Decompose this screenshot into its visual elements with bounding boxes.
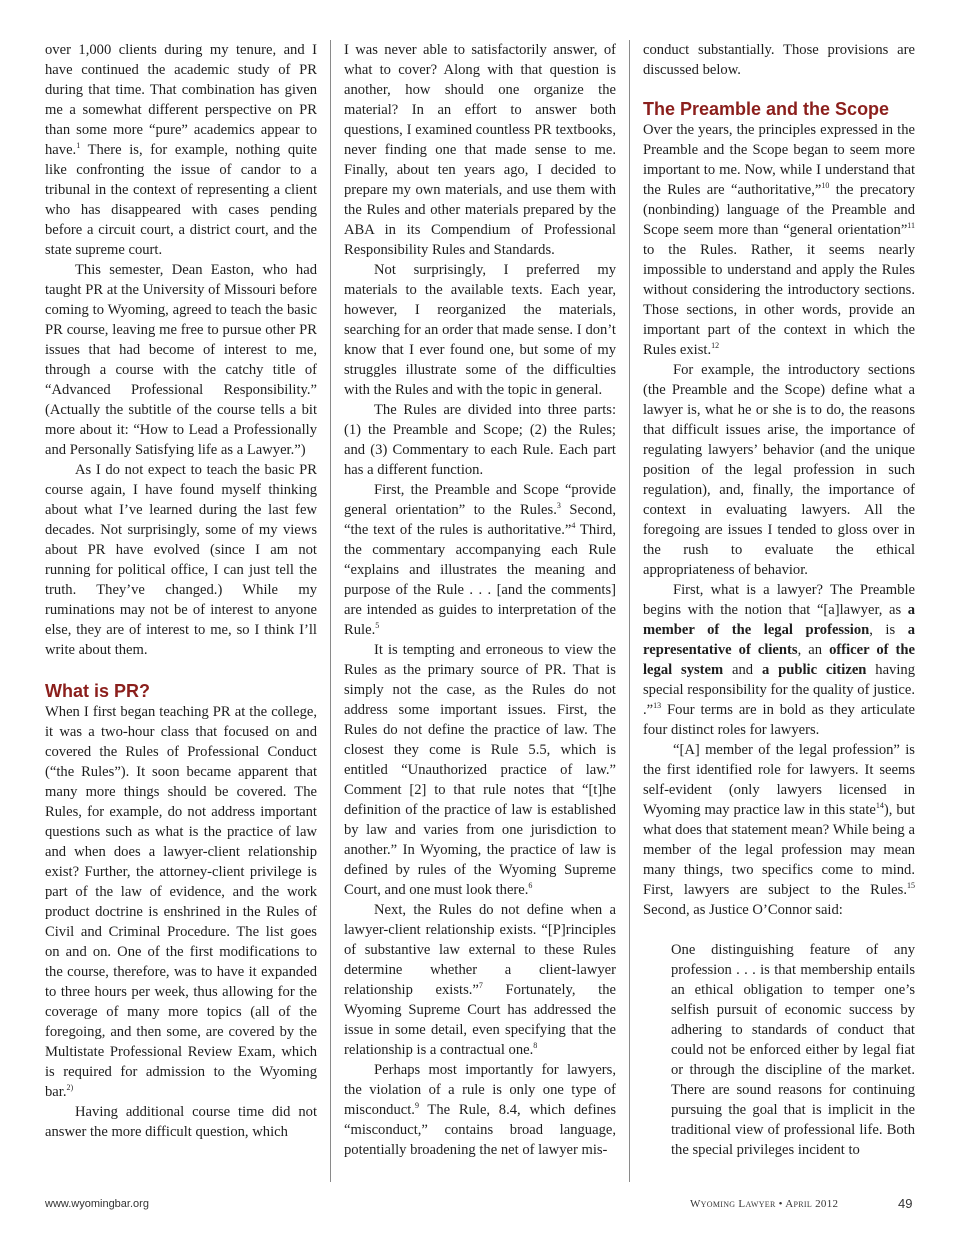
footnote-ref: 4 bbox=[571, 521, 576, 531]
column-3 bbox=[643, 40, 915, 1160]
paragraph: Next, the Rules do not define when a lawyer-client relationship exists. “[P]rinciples of substantive law external to these Rules determine whether a client-lawyer relationship exists.”$^7$ Fortunately, the Wyoming Supreme Court has addressed the issue in some detail, even specifying that the relationship is a contractual one.$^8$ bbox=[344, 902, 616, 1058]
column-divider-2 bbox=[629, 40, 630, 1182]
paragraph: Perhaps most importantly for lawyers, the violation of a rule is only one type of misconduct.$^9$ The Rule, 8.4, which defines “misconduct,” contains broad language, potentially broadening the net of lawyer mis- bbox=[344, 1062, 616, 1158]
paragraph: over 1,000 clients during my tenure, and I have continued the academic study of PR during that time. That combination has given me a somewhat different perspective on PR than some more “pure” academics appear to have.$^1$ There is, for example, nothing quite like confronting the issue of candor to a tribunal in the context of representing a client who has disappeared with cases pending before a circuit court, a district court, and the state supreme court. bbox=[45, 42, 317, 258]
footnote-ref: 12 bbox=[711, 341, 720, 351]
footnote-ref: 1 bbox=[76, 141, 81, 151]
column-divider-1 bbox=[330, 40, 331, 1182]
footer-website: www.wyomingbar.org bbox=[45, 1198, 149, 1210]
paragraph: As I do not expect to teach the basic PR course again, I have found myself thinking about what I’ve learned during the last few decades. Not surprisingly, some of my views about PR have evolved (since I am not running for political office, I can just tell the truth. They’ve changed.) While my ruminations may not be of interest to anyone else, they are of interest to me, so I think I’ll write about them. bbox=[45, 462, 317, 658]
paragraph: First, the Preamble and Scope “provide general orientation” to the Rules.$^3$ Second, “the text of the rules is authoritative.”$^4$ Third, the commentary accompanying each Rule “explains and illustrates the meaning and purpose of the Rule . . . [and the comments] are intended as guides to interpretation of the Rule.$^5$ bbox=[344, 482, 616, 638]
section-heading: What is PR? bbox=[45, 681, 151, 701]
footer-publication: Wyoming Lawyer • April 2012 bbox=[690, 1198, 839, 1210]
footnote-ref: 7 bbox=[478, 981, 483, 991]
footnote-ref: 5 bbox=[375, 621, 380, 631]
footnote-ref: 2) bbox=[66, 1083, 74, 1093]
footnote-ref: 10 bbox=[821, 181, 830, 191]
footnote-ref: 15 bbox=[907, 881, 915, 891]
paragraph: I was never able to satisfactorily answer, of what to cover? Along with that question is another, how should one organize the material? In an effort to answer both questions, I examined countless PR textbooks, never finding one that made sense to me. Finally, about ten years ago, I decided to prepare my own materials, and use them with the Rules and other materials prepared by the ABA in its Compendium of Professional Responsibility Rules and Standards. bbox=[344, 42, 616, 258]
paragraph: Over the years, the principles expressed in the Preamble and the Scope began to seem more important to me. Now, while I understand that the Rules are “authoritative,”$^{10}$ the precatory (nonbinding) language of the Preamble and Scope seem more than “general orientation”$^{11}$ to the Rules. Rather, it seems nearly impossible to understand and apply the Rules without considering the introductory sections. Those sections, in other words, provide an important part of the context in which the Rules exist.$^{12}$ bbox=[643, 122, 915, 358]
section-heading: The Preamble and the Scope bbox=[643, 99, 890, 119]
paragraph: Having additional course time did not answer the more difficult question, which bbox=[45, 1104, 317, 1140]
block-quote: One distinguishing feature of any profession . . . is that membership entails an ethical obligation to temper one’s selfish pursuit of economic success by adhering to standards of conduct that could not be enforced either by legal fiat or through the discipline of the market. There are sound reasons for continuing pursuing the goal that is implicit in the traditional view of professional life. Both the special privileges incident to bbox=[671, 942, 915, 1158]
paragraph: It is tempting and erroneous to view the Rules as the primary source of PR. That is simply not the case, as the Rules do not address some important issues. First, the Rules do not define the practice of law. The closest they come is Rule 5.5, which is entitled “Unauthorized practice of law.” Comment [2] to that rule notes that “[t]he definition of the practice of law is established by law and varies from one jurisdiction to another.” In Wyoming, the practice of law is defined by rules of the Wyoming Supreme Court, and one must look there.$^6$ bbox=[344, 642, 616, 898]
footnote-ref: 3 bbox=[556, 501, 561, 511]
paragraph: This semester, Dean Easton, who had taught PR at the University of Missouri before coming to Wyoming, agreed to teach the basic PR course, leaving me free to pursue other PR issues that had become of interest to me, through a course with the catchy title of “Advanced Professional Responsibility.” (Actually the subtitle of the course tells a bit more about it: “How to Lead a Professionally and Personally Satisfying life as a Lawyer.”) bbox=[45, 262, 317, 458]
footnote-ref: 14 bbox=[875, 801, 884, 811]
footnote-ref: 9 bbox=[414, 1101, 419, 1111]
footnote-ref: 13 bbox=[653, 701, 662, 711]
footnote-ref: 11 bbox=[907, 221, 915, 231]
paragraph: For example, the introductory sections (the Preamble and the Scope) define what a lawyer is, what he or she is to do, the reasons that difficult issues arise, the importance of regulating lawyers’ behavior (and the unique position of the legal profession in such regulation), and, finally, the importance of context in evaluating lawyers. All the foregoing are issues I tended to gloss over in the rush to evaluate the ethical appropriateness of behavior. bbox=[643, 362, 915, 578]
paragraph: conduct substantially. Those provisions are discussed below. bbox=[643, 42, 915, 78]
footnote-ref: 8 bbox=[533, 1041, 538, 1051]
page-number: 49 bbox=[898, 1196, 913, 1211]
paragraph: The Rules are divided into three parts: (1) the Preamble and Scope; (2) the Rules; and (3) Commentary to each Rule. Each part has a different function. bbox=[344, 402, 616, 478]
column-2 bbox=[344, 40, 616, 1160]
paragraph: Not surprisingly, I preferred my materials to the available texts. Each year, however, I reorganized the materials, searching for an order that made sense. I don’t know that I ever found one, but some of my struggles illustrate some of the difficulties with the Rules and with the topic in general. bbox=[344, 262, 616, 398]
column-1 bbox=[45, 40, 317, 1142]
paragraph: When I first began teaching PR at the college, it was a two-hour class that focused on and covered the Rules of Professional Conduct (“the Rules”). It soon became apparent that many more things should be covered. The Rules, for example, do not address important questions such as what is the practice of law and when does a lawyer-client relationship exist? Further, the attorney-client privilege is part of the law of evidence, and the work product doctrine is enshrined in the Rules of Civil and Criminal Procedure. The list goes on and on. One of the first modifications to the course, therefore, was to have it expanded to three hours per week, thus allowing for the coverage of many more topics (all of the foregoing, and then some, are covered by the Multistate Professional Review Exam, which is required for admission to the Wyoming bar.$^{2)}$ bbox=[45, 704, 317, 1100]
paragraph: First, what is a lawyer? The Preamble begins with the notion that “[a]lawyer, as a member of the legal profession, is a representative of clients, an officer of the legal system and a public citizen having special responsibility for the quality of justice. .”$^{13}$ Four terms are in bold as they articulate four distinct roles for lawyers. bbox=[643, 582, 915, 738]
paragraph: “[A] member of the legal profession” is the first identified role for lawyers. It seems self-evident (only lawyers licensed in Wyoming may practice law in this state$^{14}$), but what does that statement mean? While being a member of the legal profession may mean many things, two specifics come to mind. First, lawyers are subject to the Rules.$^{15}$ Second, as Justice O’Connor said: bbox=[643, 742, 916, 918]
footnote-ref: 6 bbox=[528, 881, 533, 891]
